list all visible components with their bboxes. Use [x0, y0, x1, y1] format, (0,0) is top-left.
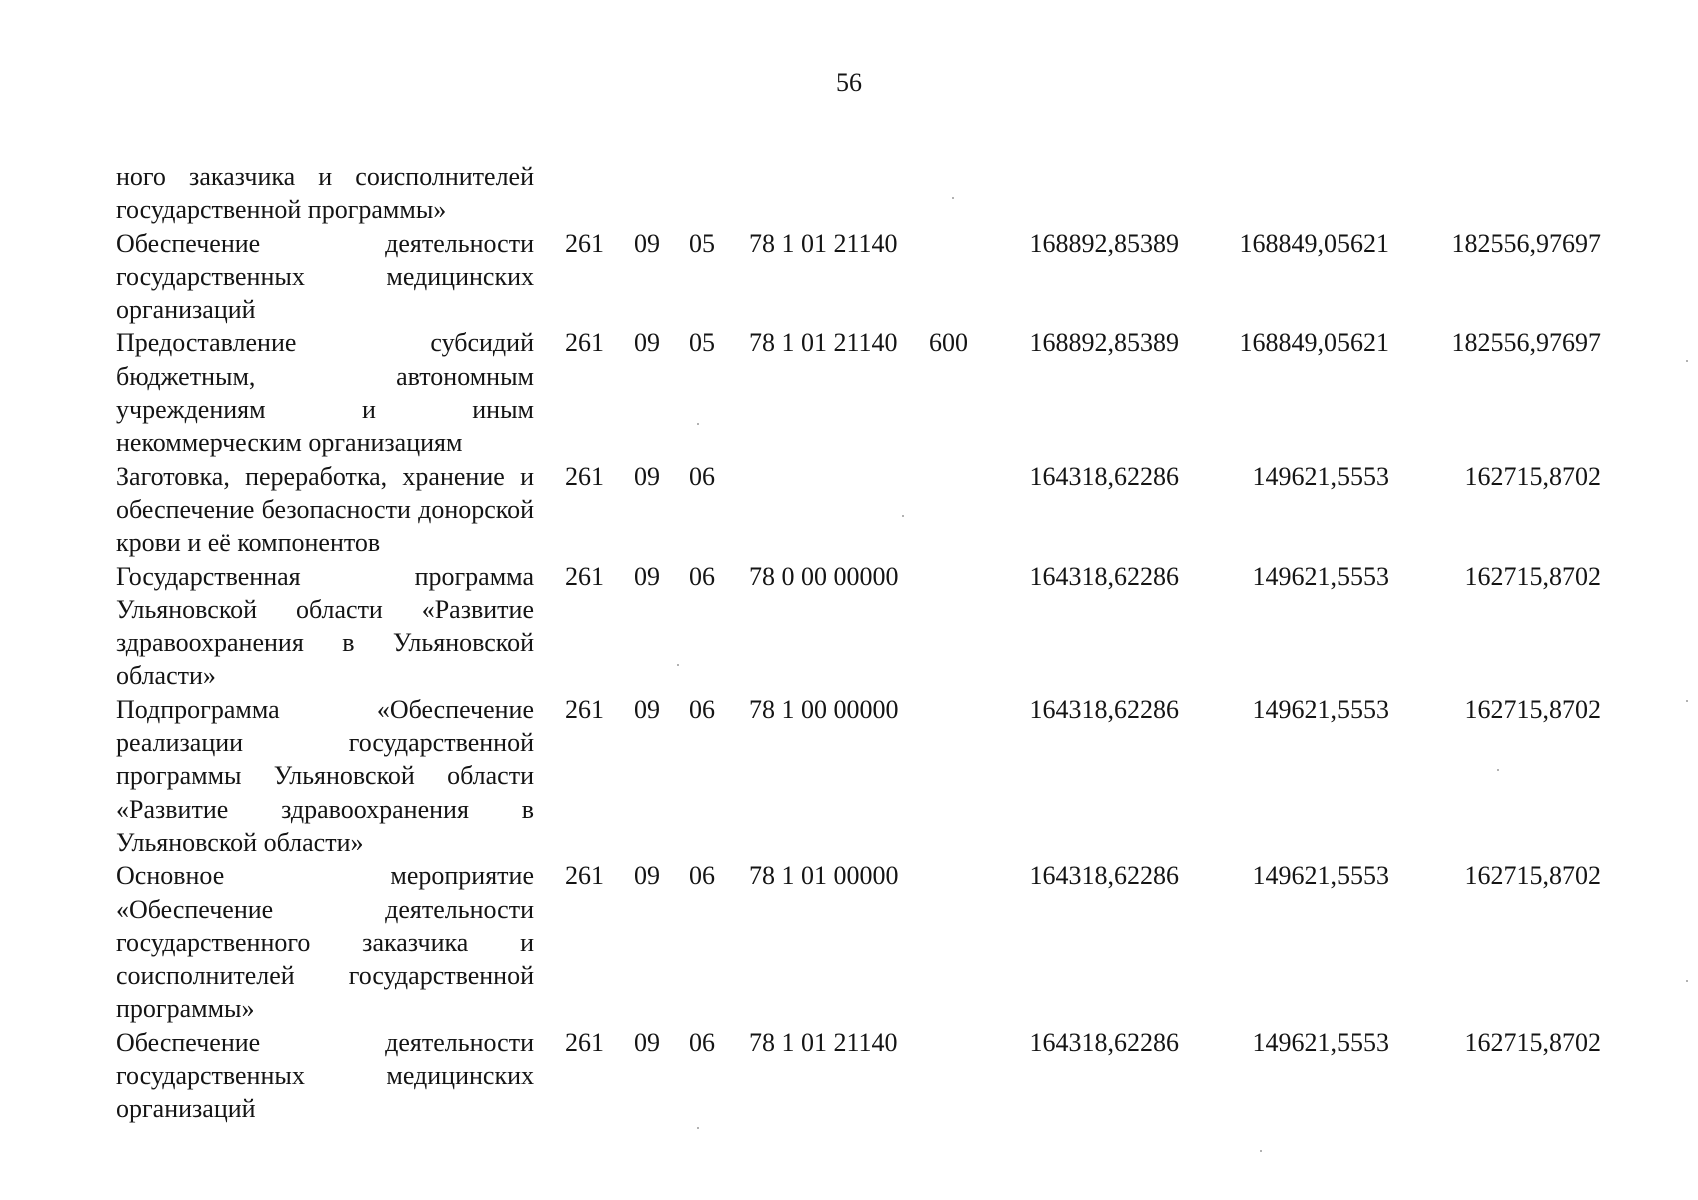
row-amount-year3: 182556,97697 [1451, 228, 1601, 258]
row-amount-year3: 162715,8702 [1464, 1027, 1601, 1057]
row-target-article [715, 160, 929, 227]
row-amount-year1: 164318,62286 [1029, 461, 1179, 491]
row-target-article: 78 1 01 21140 [749, 228, 898, 258]
scan-speck [1260, 1150, 1262, 1152]
row-section-code: 09 [634, 861, 660, 891]
table-row [116, 693, 1601, 859]
row-amount-year3: 162715,8702 [1464, 861, 1601, 891]
scan-speck [697, 1127, 699, 1129]
row-subsection-code: 06 [689, 1027, 715, 1057]
budget-table [116, 160, 1601, 1126]
row-amount-year1: 164318,62286 [1029, 561, 1179, 591]
row-amount-year2: 149621,5553 [1252, 861, 1389, 891]
row-admin-code: 261 [565, 694, 604, 724]
row-expense-type [929, 160, 979, 227]
table-row [116, 460, 1601, 560]
row-amount-year3 [1389, 160, 1601, 227]
row-expense-type [929, 1026, 979, 1126]
table-body [116, 160, 1601, 1126]
scan-speck [952, 197, 954, 199]
row-target-article: 78 1 00 00000 [749, 694, 899, 724]
row-name: Обеспечение деятельности государственных медицинских организаций [116, 1027, 534, 1124]
row-amount-year1 [979, 160, 1179, 227]
row-amount-year2: 149621,5553 [1252, 461, 1389, 491]
row-subsection-code [660, 160, 715, 227]
row-name: Подпрограмма «Обеспечение реализации государственной программы Ульяновской области «Развитие здравоохранения в Ульяновской области» [116, 694, 534, 857]
row-admin-code: 261 [565, 328, 604, 358]
scan-speck [902, 515, 904, 517]
row-amount-year2: 149621,5553 [1252, 561, 1389, 591]
table-row [116, 859, 1601, 1025]
row-name: Государственная программа Ульяновской области «Развитие здравоохранения в Ульяновской области» [116, 561, 534, 691]
row-admin-code [534, 160, 604, 227]
row-amount-year1: 164318,62286 [1029, 694, 1179, 724]
row-amount-year3: 162715,8702 [1464, 694, 1601, 724]
row-amount-year2: 149621,5553 [1252, 1027, 1389, 1057]
page-number [0, 68, 1698, 98]
row-expense-type [929, 693, 979, 859]
row-admin-code: 261 [565, 861, 604, 891]
row-section-code: 09 [634, 228, 660, 258]
table-row [116, 160, 1601, 227]
row-name: Обеспечение деятельности государственных медицинских организаций [116, 228, 534, 325]
row-target-article: 78 1 01 21140 [749, 1027, 898, 1057]
row-amount-year2: 168849,05621 [1239, 228, 1389, 258]
row-name: ного заказчика и соисполнителей государственной программы» [116, 162, 534, 225]
row-target-article: 78 0 00 00000 [749, 561, 899, 591]
row-admin-code: 261 [565, 461, 604, 491]
scan-speck [1686, 360, 1688, 362]
table-row [116, 560, 1601, 693]
row-subsection-code: 06 [689, 561, 715, 591]
row-amount-year3: 162715,8702 [1464, 561, 1601, 591]
row-amount-year2: 149621,5553 [1252, 694, 1389, 724]
row-amount-year3: 182556,97697 [1451, 328, 1601, 358]
scan-speck [1686, 700, 1688, 702]
row-expense-type: 600 [929, 328, 968, 358]
row-amount-year1: 168892,85389 [1029, 228, 1179, 258]
table-row [116, 326, 1601, 459]
row-section-code [604, 160, 660, 227]
row-subsection-code: 05 [689, 328, 715, 358]
scan-speck [1497, 769, 1499, 771]
row-name: Заготовка, переработка, хранение и обеспечение безопасности донорской крови и её компонентов [116, 461, 534, 558]
row-target-article: 78 1 01 21140 [749, 328, 898, 358]
row-subsection-code: 06 [689, 461, 715, 491]
scan-speck [1686, 980, 1688, 982]
row-expense-type [929, 227, 979, 327]
row-subsection-code: 06 [689, 694, 715, 724]
row-section-code: 09 [634, 461, 660, 491]
row-section-code: 09 [634, 561, 660, 591]
row-section-code: 09 [634, 328, 660, 358]
table-row [116, 1026, 1601, 1126]
row-amount-year2: 168849,05621 [1239, 328, 1389, 358]
row-amount-year1: 168892,85389 [1029, 328, 1179, 358]
row-target-article: 78 1 01 00000 [749, 861, 899, 891]
row-expense-type [929, 460, 979, 560]
row-amount-year1: 164318,62286 [1029, 1027, 1179, 1057]
row-admin-code: 261 [565, 228, 604, 258]
row-expense-type [929, 859, 979, 1025]
scan-speck [697, 423, 699, 425]
row-name: Предоставление субсидий бюджетным, автономным учреждениям и иным некоммерческим организациям [116, 328, 534, 458]
row-amount-year2 [1179, 160, 1389, 227]
scan-speck [677, 664, 679, 666]
row-section-code: 09 [634, 694, 660, 724]
page-number-text: 56 [836, 68, 862, 97]
row-amount-year1: 164318,62286 [1029, 861, 1179, 891]
row-subsection-code: 05 [689, 228, 715, 258]
row-amount-year3: 162715,8702 [1464, 461, 1601, 491]
row-admin-code: 261 [565, 1027, 604, 1057]
row-subsection-code: 06 [689, 861, 715, 891]
table-row [116, 227, 1601, 327]
row-target-article [715, 460, 929, 560]
row-name: Основное мероприятие «Обеспечение деятельности государственного заказчика и соисполнителей государственной программы» [116, 861, 534, 1024]
row-admin-code: 261 [565, 561, 604, 591]
row-expense-type [929, 560, 979, 693]
row-section-code: 09 [634, 1027, 660, 1057]
